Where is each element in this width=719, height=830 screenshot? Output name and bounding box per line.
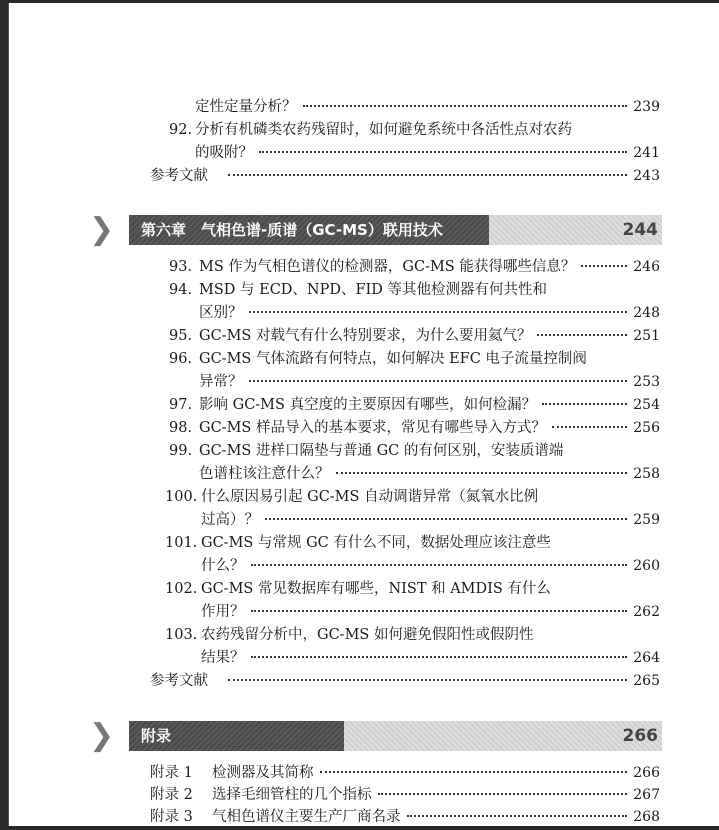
leader-dots xyxy=(259,151,627,153)
entry-text: 异常？ xyxy=(199,374,243,390)
entry-page: 268 xyxy=(633,809,660,825)
chevron-right-icon: ❯ xyxy=(89,212,115,247)
entry-text: 分析有机磷类农药残留时，如何避免系统中各活性点对农药 xyxy=(195,122,572,138)
bottom-edge xyxy=(0,826,719,830)
entry-text: 影响 GC-MS 真空度的主要原因有哪些，如何检漏？ xyxy=(199,397,537,413)
leader-dots xyxy=(581,265,627,267)
entry-number: 100. xyxy=(165,489,198,505)
entry-text: MS 作为气相色谱仪的检测器，GC-MS 能获得哪些信息？ xyxy=(199,259,576,275)
entry-page: 253 xyxy=(633,374,660,390)
chevron-right-icon: ❯ xyxy=(89,718,115,753)
entry-page: 262 xyxy=(633,604,660,620)
appendix-banner[interactable] xyxy=(129,721,662,751)
entry-number: 96. xyxy=(169,351,193,367)
entry-text: 气相色谱仪主要生产厂商名录 xyxy=(212,809,401,825)
toc-entry[interactable] xyxy=(195,143,660,163)
leader-dots xyxy=(265,518,627,520)
toc-entry[interactable] xyxy=(201,556,660,576)
appendix-entry[interactable] xyxy=(150,807,660,827)
leader-dots xyxy=(251,656,628,658)
entry-text: 的吸附？ xyxy=(195,145,253,161)
toc-entry[interactable] xyxy=(199,303,660,323)
entry-number: 94. xyxy=(169,282,193,298)
entry-page: 248 xyxy=(633,305,660,321)
appendix-label: 附录 2 xyxy=(150,787,193,803)
entry-number: 102. xyxy=(165,581,198,597)
leader-dots xyxy=(378,793,628,795)
leader-dots xyxy=(249,380,628,382)
leader-dots xyxy=(228,174,627,176)
entry-page: 258 xyxy=(633,466,660,482)
entry-number: 99. xyxy=(169,443,193,459)
entry-text: GC-MS 对载气有什么特别要求，为什么要用氦气？ xyxy=(199,328,532,344)
toc-entry[interactable] xyxy=(169,418,660,438)
entry-text: 区别？ xyxy=(199,305,243,321)
entry-page: 259 xyxy=(633,512,660,528)
toc-entry[interactable] xyxy=(195,97,660,117)
entry-text: 定性定量分析？ xyxy=(195,99,297,115)
chapter-title: 第六章 气相色谱-质谱（GC-MS）联用技术 xyxy=(129,215,489,245)
toc-entry[interactable] xyxy=(169,349,660,369)
entry-page: 264 xyxy=(633,650,660,666)
leader-dots xyxy=(552,426,627,428)
entry-text: 过高）？ xyxy=(201,512,259,528)
entry-text: 什么？ xyxy=(201,558,245,574)
leader-dots xyxy=(251,610,628,612)
leader-dots xyxy=(407,815,628,817)
chapter-page: 244 xyxy=(622,220,658,240)
toc-entry[interactable] xyxy=(199,464,660,484)
entry-text: 结果？ xyxy=(201,650,245,666)
entry-text: GC-MS 进样口隔垫与普通 GC 的有何区别，安装质谱端 xyxy=(199,443,564,459)
entry-text: 参考文献 xyxy=(150,168,208,184)
leader-dots xyxy=(336,472,628,474)
entry-number: 98. xyxy=(169,420,193,436)
leader-dots xyxy=(320,771,628,773)
entry-number: 93. xyxy=(169,259,193,275)
toc-entry[interactable] xyxy=(165,579,660,599)
appendix-page: 266 xyxy=(622,726,658,746)
entry-text: GC-MS 样品导入的基本要求，常见有哪些导入方式？ xyxy=(199,420,546,436)
entry-number: 97. xyxy=(169,397,193,413)
appendix-label: 附录 3 xyxy=(150,809,193,825)
toc-entry[interactable] xyxy=(169,120,660,140)
toc-entry[interactable] xyxy=(165,487,660,507)
entry-page: 266 xyxy=(633,765,660,781)
entry-text: 色谱柱该注意什么？ xyxy=(199,466,330,482)
toc-entry[interactable] xyxy=(169,441,660,461)
document-page xyxy=(8,3,719,826)
toc-entry[interactable] xyxy=(201,648,660,668)
references-entry[interactable] xyxy=(150,671,660,691)
appendix-label: 附录 1 xyxy=(150,765,193,781)
leader-dots xyxy=(249,311,628,313)
leader-dots xyxy=(542,403,627,405)
leader-dots xyxy=(228,679,627,681)
toc-entry[interactable] xyxy=(169,395,660,415)
references-entry[interactable] xyxy=(150,166,660,186)
entry-page: 256 xyxy=(633,420,660,436)
toc-entry[interactable] xyxy=(201,510,660,530)
leader-dots xyxy=(303,105,628,107)
appendix-entry[interactable] xyxy=(150,763,660,783)
entry-text: MSD 与 ECD、NPD、FID 等其他检测器有何共性和 xyxy=(199,282,548,298)
entry-page: 254 xyxy=(633,397,660,413)
entry-text: 检测器及其简称 xyxy=(212,765,314,781)
appendix-entry[interactable] xyxy=(150,785,660,805)
entry-page: 239 xyxy=(633,99,660,115)
appendix-title: 附录 xyxy=(129,721,344,751)
entry-page: 267 xyxy=(633,787,660,803)
chapter-banner[interactable] xyxy=(129,215,662,245)
leader-dots xyxy=(251,564,628,566)
entry-text: GC-MS 气体流路有何特点，如何解决 EFC 电子流量控制阀 xyxy=(199,351,587,367)
leader-dots xyxy=(537,334,627,336)
entry-text: 作用？ xyxy=(201,604,245,620)
toc-entry[interactable] xyxy=(169,326,660,346)
entry-number: 92. xyxy=(169,122,193,138)
entry-page: 246 xyxy=(633,259,660,275)
entry-page: 251 xyxy=(633,328,660,344)
entry-text: GC-MS 常见数据库有哪些，NIST 和 AMDIS 有什么 xyxy=(201,581,551,597)
entry-number: 101. xyxy=(165,535,198,551)
entry-text: 农药残留分析中，GC-MS 如何避免假阳性或假阴性 xyxy=(201,627,534,643)
entry-text: 什么原因易引起 GC-MS 自动调谐异常（氮氧水比例 xyxy=(201,489,539,505)
entry-number: 95. xyxy=(169,328,193,344)
entry-page: 241 xyxy=(633,145,660,161)
entry-page: 243 xyxy=(633,168,660,184)
entry-number: 103. xyxy=(165,627,198,643)
entry-text: 选择毛细管柱的几个指标 xyxy=(212,787,372,803)
toc-entry[interactable] xyxy=(201,602,660,622)
toc-entry[interactable] xyxy=(169,280,660,300)
entry-page: 265 xyxy=(633,673,660,689)
toc-entry[interactable] xyxy=(169,257,660,277)
toc-entry[interactable] xyxy=(199,372,660,392)
toc-entry[interactable] xyxy=(165,625,660,645)
entry-text: GC-MS 与常规 GC 有什么不同，数据处理应该注意些 xyxy=(201,535,551,551)
toc-entry[interactable] xyxy=(165,533,660,553)
entry-page: 260 xyxy=(633,558,660,574)
entry-text: 参考文献 xyxy=(150,673,208,689)
